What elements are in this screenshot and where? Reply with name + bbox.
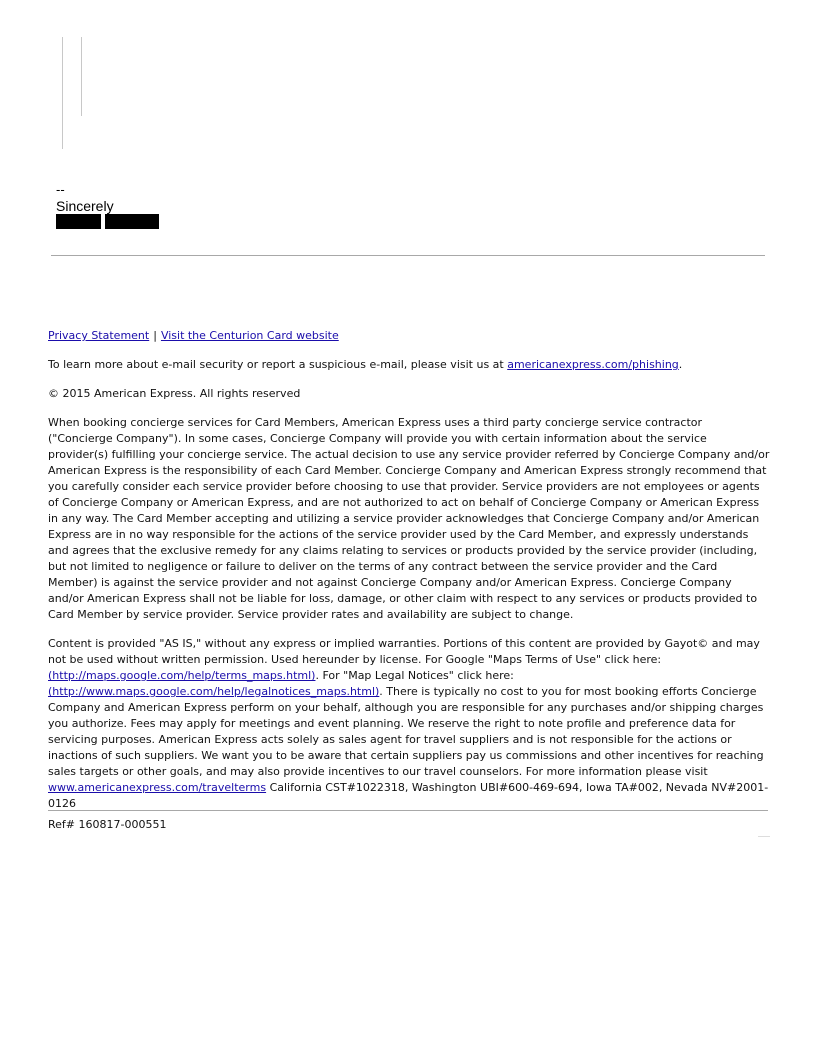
divider-bottom	[48, 810, 768, 811]
reference-number: Ref# 160817-000551	[48, 818, 167, 831]
security-notice	[48, 357, 770, 373]
content-text-4: California CST#1022318, Washington UBI#600-469-694, Iowa TA#002, Nevada NV#2001-0126	[48, 781, 769, 810]
content-text-3: . There is typically no cost to you for most booking efforts Concierge Company and American Express perform on your behalf, although you are responsible for any purchases and/or shipping charges you authorize. Fees may apply for meetings and event planning. We reserve the right to note profile and preference data for servicing purposes. American Express acts solely as sales agent for travel suppliers and is not responsible for the actions or inactions of such suppliers. We want you to be aware that certain suppliers pay us commissions and other incentives for reaching sales targets or other goals, and may also provide incentives to our travel counselors. For more information please visit	[48, 685, 764, 778]
trailing-mark	[758, 836, 770, 837]
travelterms-link[interactable]: www.americanexpress.com/travelterms	[48, 781, 267, 794]
content-text-2: . For "Map Legal Notices" click here:	[315, 669, 514, 682]
copyright: © 2015 American Express. All rights reserved	[48, 387, 301, 400]
email-footer	[48, 328, 770, 825]
centurion-website-link[interactable]: Visit the Centurion Card website	[160, 329, 339, 342]
footer-links	[48, 328, 770, 344]
maps-legal-link[interactable]: (http://www.maps.google.com/help/legalnotices_maps.html)	[48, 685, 380, 698]
phishing-link[interactable]: americanexpress.com/phishing	[507, 358, 679, 371]
concierge-disclaimer: When booking concierge services for Card Members, American Express uses a third party concierge service contractor ("Concierge Company"). In some cases, Concierge Company will provide you with certain information about the service provider(s) fulfilling your concierge service. The actual decision to use any service provider referred by Concierge Company and/or American Express is the responsibility of each Card Member. Concierge Company and American Express strongly recommend that you carefully consider each service provider before choosing to use that provider. Service providers are not employees or agents of Concierge Company or American Express, and are not authorized to act on behalf of Concierge Company or American Express in any way. The Card Member accepting and utilizing a service provider acknowledges that Concierge Company and/or American Express are in no way responsible for the actions of the service provider used by the Card Member, and expressly understands and agrees that the exclusive remedy for any claims relating to services or products provided by the service provider (including, but not limited to negligence or failure to deliver on the terms of any contract between the service provider and the Card Member) is against the service provider and not against Concierge Company and/or American Express. Concierge Company and/or American Express shall not be liable for loss, damage, or other claim with respect to any services or products provided to Card Member by service provider. Service provider rates and availability are subject to change.	[48, 416, 770, 621]
maps-terms-link[interactable]: (http://maps.google.com/help/terms_maps.html)	[48, 669, 316, 682]
link-separator: |	[153, 329, 157, 342]
security-end: .	[678, 358, 683, 371]
security-text: To learn more about e-mail security or report a suspicious e-mail, please visit us at	[48, 358, 508, 371]
signature-closing: Sincerely	[56, 198, 114, 214]
signature-dash: --	[56, 182, 65, 197]
quote-rule-inner	[81, 37, 82, 116]
content-text-1: Content is provided "AS IS," without any express or implied warranties. Portions of this content are provided by Gayot© and may not be used without written permission. Used hereunder by license. For Google "Maps Terms of Use" click here:	[48, 637, 760, 666]
content-disclaimer	[48, 636, 770, 812]
redacted-name-first	[56, 214, 101, 229]
divider-top	[51, 255, 765, 256]
quote-rule-outer	[62, 37, 63, 149]
redacted-name-last	[105, 214, 159, 229]
privacy-statement-link[interactable]: Privacy Statement	[48, 329, 150, 342]
